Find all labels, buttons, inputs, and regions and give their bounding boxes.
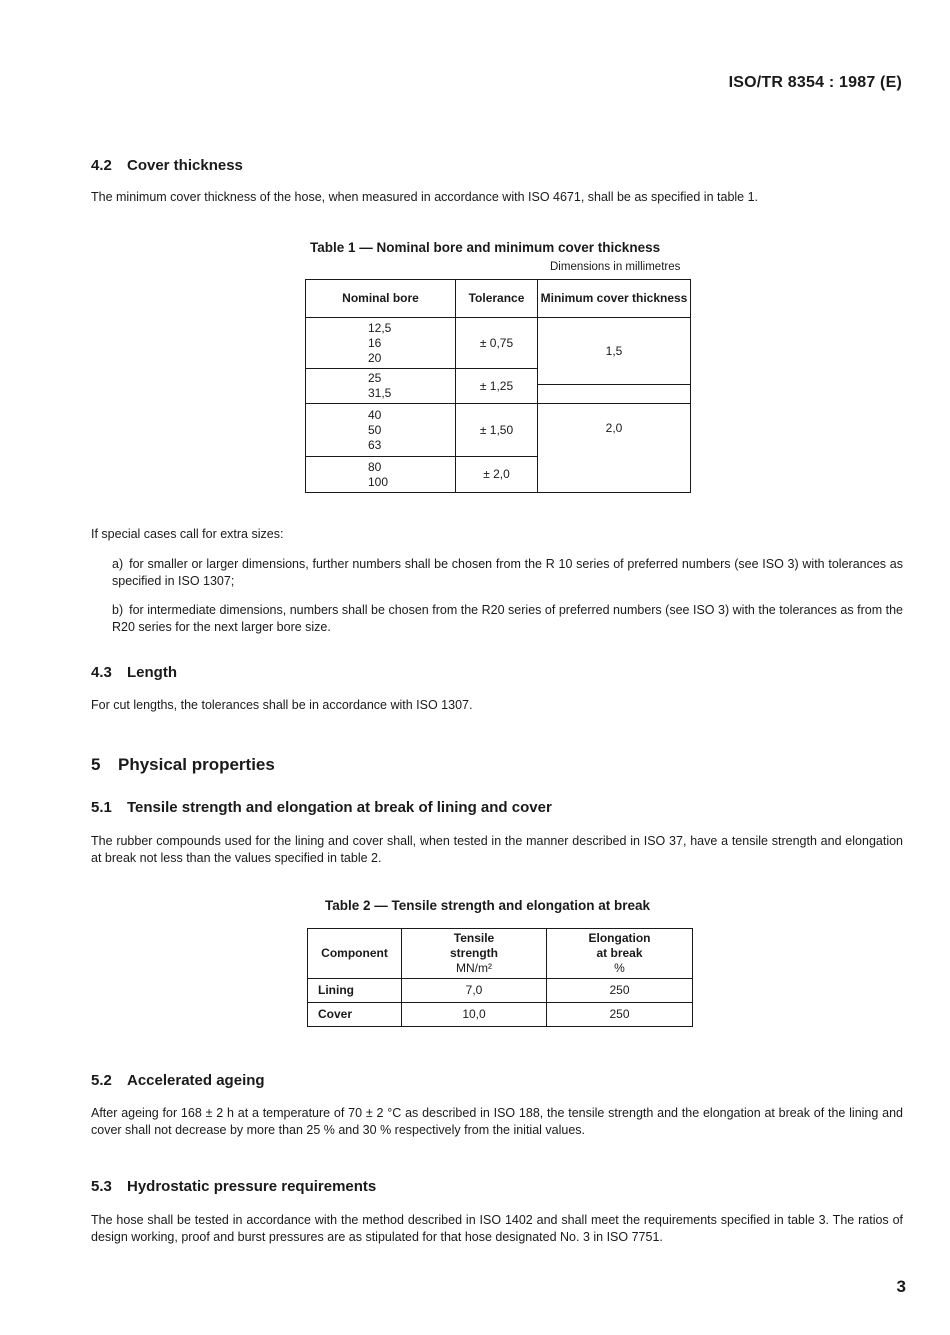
section-4-3-text: For cut lengths, the tolerances shall be in accordance with ISO 1307. — [91, 698, 473, 712]
bore-value: 40 — [368, 407, 382, 422]
section-5-3-text: The hose shall be tested in accordance with the method described in ISO 1402 and shall meet the requirements specified in table 3. The ratios of design working, proof and burst pressures are as stipulated for that hose designated No. 3 in ISO 7751. — [91, 1213, 903, 1244]
section-number: 4.3 — [91, 664, 112, 681]
header-text: Tensile strength — [450, 931, 498, 960]
section-5-heading — [91, 755, 275, 775]
section-5-1-heading — [91, 799, 552, 816]
table-1-units: Dimensions in millimetres — [550, 261, 681, 273]
table-row — [308, 979, 693, 1003]
section-number: 4.2 — [91, 157, 112, 174]
table-2 — [307, 928, 693, 1027]
header-component: Component — [308, 929, 402, 979]
header-minimum-cover: Minimum cover thickness — [538, 280, 691, 318]
section-title: Cover thickness — [127, 157, 243, 174]
bore-value: 20 — [368, 350, 382, 365]
cover-value-2: 2,0 — [538, 404, 691, 493]
section-title: Tensile strength and elongation at break of lining and cover — [127, 799, 552, 816]
bore-value: 31,5 — [368, 386, 392, 400]
section-number: 5.2 — [91, 1072, 112, 1089]
component-cell: Lining — [308, 979, 402, 1003]
page-number: 3 — [896, 1277, 906, 1296]
bore-value: 100 — [368, 474, 389, 489]
bore-cell — [306, 457, 456, 493]
special-cases-intro: If special cases call for extra sizes: — [91, 527, 284, 541]
list-text: for intermediate dimensions, numbers shall be chosen from the R20 series of preferred numbers (see ISO 3) with the tolerances as from the R20 series for the next larger bore size. — [112, 603, 903, 634]
section-title: Physical properties — [118, 755, 275, 774]
section-4-2-heading — [91, 157, 243, 174]
section-number: 5 — [91, 755, 101, 774]
section-5-2-text: After ageing for 168 ± 2 h at a temperature of 70 ± 2 °C as described in ISO 188, the tensile strength and the elongation at break of the lining and cover shall not decrease by more than 25 % and 30 % respectively from the initial values. — [91, 1106, 903, 1137]
tolerance-cell: ± 2,0 — [456, 457, 538, 493]
component-cell: Cover — [308, 1003, 402, 1027]
elongation-cell: 250 — [547, 979, 693, 1003]
section-number: 5.1 — [91, 799, 112, 816]
section-4-2-text: The minimum cover thickness of the hose, when measured in accordance with ISO 4671, shall be as specified in table 1. — [91, 190, 759, 204]
section-title: Accelerated ageing — [127, 1072, 265, 1089]
tolerance-cell: ± 1,25 — [456, 369, 538, 404]
bore-value: 63 — [368, 437, 382, 452]
header-text: Elongation at break — [588, 931, 651, 960]
header-unit: % — [614, 961, 625, 975]
tensile-cell: 10,0 — [402, 1003, 547, 1027]
bore-value: 25 — [368, 371, 382, 385]
table-row — [308, 1003, 693, 1027]
bore-value: 12,5 — [368, 320, 392, 335]
bore-value: 16 — [368, 335, 382, 350]
bore-cell — [306, 369, 456, 404]
cover-value-1: 1,5 — [538, 318, 690, 385]
document-reference: ISO/TR 8354 : 1987 (E) — [728, 74, 902, 91]
list-text: for smaller or larger dimensions, further numbers shall be chosen from the R 10 series of preferred numbers (see ISO 3) with tolerances as specified in ISO 1307; — [112, 557, 903, 588]
header-elongation — [547, 929, 693, 979]
list-item-b — [112, 602, 903, 636]
header-tolerance: Tolerance — [456, 280, 538, 318]
tensile-cell: 7,0 — [402, 979, 547, 1003]
tolerance-cell: ± 1,50 — [456, 404, 538, 457]
section-title: Hydrostatic pressure requirements — [127, 1178, 377, 1195]
tolerance-cell: ± 0,75 — [456, 318, 538, 369]
section-number: 5.3 — [91, 1178, 112, 1195]
elongation-cell: 250 — [547, 1003, 693, 1027]
bore-value: 80 — [368, 459, 382, 474]
section-title: Length — [127, 664, 177, 681]
header-unit: MN/m² — [456, 961, 492, 975]
header-nominal-bore: Nominal bore — [306, 280, 456, 318]
table-1 — [305, 279, 691, 493]
list-item-a — [112, 556, 903, 590]
list-label: a) — [112, 557, 124, 571]
table-2-caption: Table 2 — Tensile strength and elongation at break — [325, 898, 651, 913]
bore-cell — [306, 318, 456, 369]
section-5-2-heading — [91, 1072, 265, 1089]
bore-cell — [306, 404, 456, 457]
section-5-1-text: The rubber compounds used for the lining and cover shall, when tested in the manner described in ISO 37, have a tensile strength and elongation at break not less than the values specified in table 2. — [91, 834, 903, 865]
section-4-3-heading — [91, 664, 177, 681]
list-label: b) — [112, 603, 124, 617]
table-1-caption: Table 1 — Nominal bore and minimum cover thickness — [310, 240, 661, 255]
cover-cell-1 — [538, 318, 691, 404]
header-tensile-strength — [402, 929, 547, 979]
section-5-3-heading — [91, 1178, 376, 1195]
bore-value: 50 — [368, 422, 382, 437]
